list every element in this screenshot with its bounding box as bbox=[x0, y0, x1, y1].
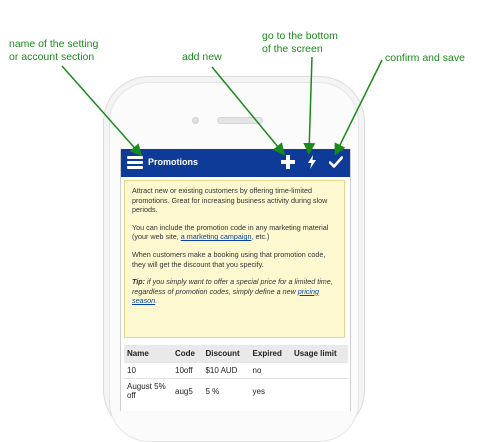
column-header-name[interactable]: Name bbox=[127, 349, 149, 358]
callout-go-bottom: go to the bottom of the screen bbox=[262, 30, 338, 55]
pricing-season-link[interactable]: pricing season bbox=[132, 286, 319, 306]
checkmark-icon[interactable] bbox=[329, 155, 343, 169]
front-camera bbox=[192, 117, 199, 124]
app-header-bar bbox=[121, 149, 350, 177]
tip-text: . bbox=[155, 296, 158, 306]
info-paragraph-3: When customers make a booking using that promotion code, they will get the discount that you specify. bbox=[132, 249, 326, 269]
cell-name: 10 bbox=[124, 363, 172, 379]
column-header-usage-limit[interactable]: Usage limit bbox=[293, 349, 337, 358]
cell-usage-limit bbox=[291, 379, 348, 404]
info-paragraph-2 bbox=[132, 223, 337, 242]
column-header-code[interactable]: Code bbox=[175, 349, 195, 358]
promotions-table bbox=[124, 345, 348, 403]
cell-expired: no bbox=[250, 363, 291, 379]
info-text: You can include the promotion code in any marketing material (your web site, bbox=[132, 222, 329, 242]
lightning-icon[interactable] bbox=[307, 155, 317, 169]
menu-icon[interactable] bbox=[127, 156, 143, 169]
column-header-discount[interactable]: Discount bbox=[205, 349, 240, 358]
table-row[interactable] bbox=[124, 363, 348, 379]
cell-discount: 5 % bbox=[202, 379, 249, 404]
callout-confirm-save: confirm and save bbox=[385, 52, 465, 64]
info-paragraph-1: Attract new or existing customers by offering time-limited promotions. Great for increasing business activity during slow periods. bbox=[132, 186, 328, 215]
cell-code: aug5 bbox=[172, 379, 202, 404]
tip-label: Tip: bbox=[132, 277, 146, 287]
cell-name: August 5% off bbox=[124, 379, 172, 404]
info-text: , etc.) bbox=[251, 232, 270, 242]
earpiece-speaker bbox=[217, 117, 263, 124]
cell-expired: yes bbox=[250, 379, 291, 404]
marketing-campaign-link[interactable]: a marketing campaign bbox=[180, 232, 252, 242]
column-header-expired[interactable]: Expired bbox=[252, 349, 282, 358]
tip-paragraph bbox=[132, 277, 337, 306]
tip-text: if you simply want to offer a special price for a limited time, regardless of promotion codes, simply define a new bbox=[132, 277, 333, 296]
cell-usage-limit bbox=[291, 363, 348, 379]
plus-icon[interactable] bbox=[281, 155, 295, 169]
table-header-row bbox=[124, 345, 348, 363]
section-title: Promotions bbox=[148, 157, 199, 167]
callout-add-new: add new bbox=[182, 51, 222, 63]
cell-discount: $10 AUD bbox=[202, 363, 249, 379]
callout-section-name: name of the setting or account section bbox=[9, 38, 99, 63]
cell-code: 10off bbox=[172, 363, 202, 379]
phone-screen bbox=[120, 149, 351, 411]
info-panel bbox=[124, 180, 345, 338]
table-row[interactable] bbox=[124, 379, 348, 404]
